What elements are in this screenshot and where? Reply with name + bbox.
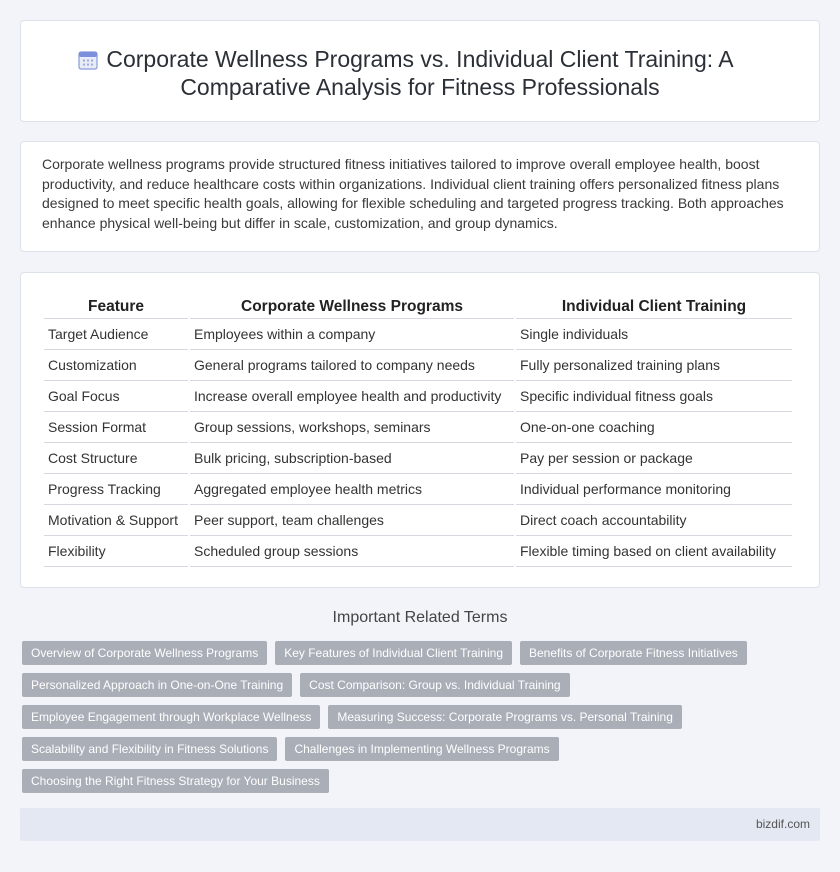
table-row (44, 381, 792, 412)
intro-text: Corporate wellness programs provide structured fitness initiatives tailored to improve overall employee health, boost productivity, and reduce healthcare costs within organizations. Individual client training offers personalized fitness plans designed to meet specific health goals, allowing for flexible scheduling and targeted progress tracking. Both approaches enhance physical well-being but differ in scale, customization, and group dynamics. (42, 156, 784, 231)
table-cell: Individual performance monitoring (516, 474, 792, 505)
related-term-tag[interactable]: Benefits of Corporate Fitness Initiatives (520, 641, 747, 665)
related-term-tag[interactable]: Key Features of Individual Client Training (275, 641, 512, 665)
related-term-tag[interactable]: Measuring Success: Corporate Programs vs. Personal Training (328, 705, 681, 729)
header-card (20, 20, 820, 122)
related-term-tag[interactable]: Personalized Approach in One-on-One Training (22, 673, 292, 697)
table-header-row (44, 295, 792, 319)
table-cell: Pay per session or package (516, 443, 792, 474)
related-terms-list (22, 641, 812, 793)
table-cell: Peer support, team challenges (190, 505, 514, 536)
table-row (44, 536, 792, 567)
comparison-table (42, 295, 794, 567)
comparison-table-card (20, 272, 820, 588)
related-term-tag[interactable]: Overview of Corporate Wellness Programs (22, 641, 267, 665)
table-cell: Bulk pricing, subscription-based (190, 443, 514, 474)
related-term-tag[interactable]: Scalability and Flexibility in Fitness Solutions (22, 737, 277, 761)
page-title: Corporate Wellness Programs vs. Individual Client Training: A Comparative Analysis for Fitness Professionals (106, 46, 734, 100)
related-terms-title: Important Related Terms (332, 609, 508, 626)
column-header-individual: Individual Client Training (516, 295, 792, 319)
table-cell: Cost Structure (44, 443, 188, 474)
footer (20, 808, 820, 841)
table-cell: Employees within a company (190, 319, 514, 350)
table-cell: Group sessions, workshops, seminars (190, 412, 514, 443)
table-cell: Single individuals (516, 319, 792, 350)
table-cell: Progress Tracking (44, 474, 188, 505)
table-row (44, 412, 792, 443)
intro-card (20, 141, 820, 252)
table-cell: Scheduled group sessions (190, 536, 514, 567)
table-cell: Flexibility (44, 536, 188, 567)
table-cell: Target Audience (44, 319, 188, 350)
table-cell: Customization (44, 350, 188, 381)
table-cell: Session Format (44, 412, 188, 443)
table-cell: Increase overall employee health and productivity (190, 381, 514, 412)
table-row (44, 505, 792, 536)
table-row (44, 443, 792, 474)
column-header-feature: Feature (44, 295, 188, 319)
table-cell: Goal Focus (44, 381, 188, 412)
table-cell: Flexible timing based on client availability (516, 536, 792, 567)
table-row (44, 319, 792, 350)
table-cell: Direct coach accountability (516, 505, 792, 536)
table-cell: One-on-one coaching (516, 412, 792, 443)
related-term-tag[interactable]: Employee Engagement through Workplace Wellness (22, 705, 320, 729)
table-cell: Aggregated employee health metrics (190, 474, 514, 505)
related-term-tag[interactable]: Choosing the Right Fitness Strategy for Your Business (22, 769, 329, 793)
table-cell: Fully personalized training plans (516, 350, 792, 381)
table-cell: Specific individual fitness goals (516, 381, 792, 412)
footer-site: bizdif.com (755, 817, 810, 831)
table-row (44, 350, 792, 381)
column-header-corporate: Corporate Wellness Programs (190, 295, 514, 319)
table-cell: Motivation & Support (44, 505, 188, 536)
table-cell: General programs tailored to company needs (190, 350, 514, 381)
related-term-tag[interactable]: Cost Comparison: Group vs. Individual Training (300, 673, 569, 697)
table-row (44, 474, 792, 505)
related-term-tag[interactable]: Challenges in Implementing Wellness Programs (285, 737, 558, 761)
